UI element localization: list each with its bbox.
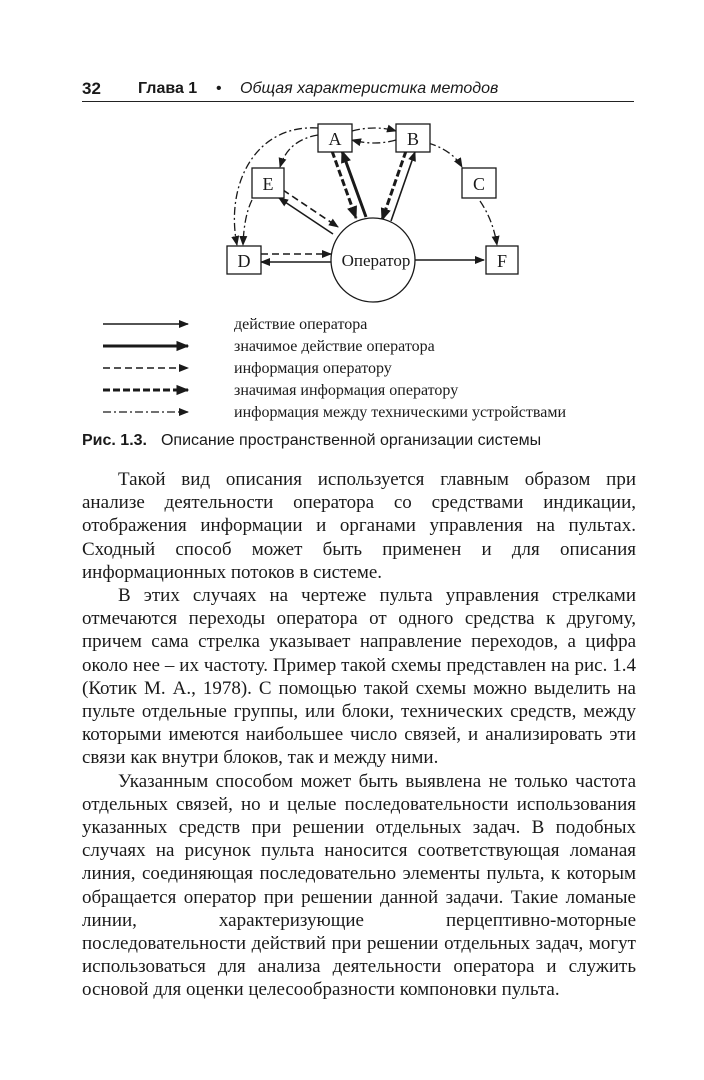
paragraph: Такой вид описания используется главным образом при анализе деятельности оператора со средствами индикации, отображения информации и органами управления на пультах. Сходный способ может быть применен и для описания информационных потоков в системе. (82, 469, 636, 583)
header-bullet: • (216, 80, 222, 97)
legend-label-significant-action: значимое действие оператора (234, 338, 435, 355)
link-c-to-f (480, 201, 497, 245)
system-diagram (0, 110, 704, 430)
link-b-to-c (428, 143, 462, 167)
significant-info-to-operator-from-a (332, 151, 356, 218)
running-header (82, 79, 634, 102)
body-text (82, 468, 636, 1002)
node-d-label: D (237, 251, 251, 271)
node-b-label: B (406, 129, 420, 149)
action-to-e (279, 198, 333, 234)
operator-label: Оператор (341, 251, 411, 270)
link-e-to-d (243, 200, 252, 245)
figure-caption-text: Описание пространственной организации системы (160, 432, 542, 449)
legend-label-device-info: информация между техническими устройствами (234, 404, 567, 421)
link-b-to-a (352, 140, 396, 143)
info-from-e (283, 190, 338, 227)
figure-number: Рис. 1.3. (82, 432, 147, 449)
node-a-label: A (328, 129, 342, 149)
page-number: 32 (82, 79, 101, 98)
legend-label-action: действие оператора (234, 316, 368, 333)
link-a-to-b (352, 128, 396, 131)
significant-action-to-a (342, 151, 366, 217)
legend-label-significant-info: значимая информация оператору (234, 382, 459, 399)
link-a-to-e (280, 135, 318, 167)
paragraph: Указанным способом может быть выявлена не только частота отдельных связей, но и целые последовательности использования указанных средств при решении отдельных задач. В подобных случаях на рисунок пульта наносится соответствующая ломаная линия, соединяющая последовательно элементы пульта, к которым обращается оператор при решении данной задачи. Такие ломаные линии, характеризующие перцептивно-моторные последовательности действий при решении отдельных задач, могут использоваться для анализа деятельности оператора и служить основой для оценки целесообразности компоновки пульта. (82, 770, 636, 1001)
node-f-label: F (496, 251, 508, 271)
node-c-label: C (472, 174, 486, 194)
chapter-title: Общая характеристика методов (240, 80, 499, 97)
paragraph: В этих случаях на чертеже пульта управления стрелками отмечаются переходы оператора от одного средства к другому, причем сама стрелка указывает направление переходов, а цифра около нее – их частоту. Пример такой схемы представлен на рис. 1.4 (Котик М. А., 1978). С помощью такой схемы можно выделить на пульте отдельные группы, или блоки, технических средств, между которыми имеются наибольшее число связей, и анализировать эти связи как внутри блоков, так и между ними. (82, 585, 636, 769)
chapter-label: Глава 1 (138, 80, 198, 97)
legend-label-info: информация оператору (234, 360, 392, 377)
node-e-label: E (262, 174, 274, 194)
figure-caption (82, 430, 634, 452)
significant-info-to-operator-from-b (382, 151, 406, 220)
